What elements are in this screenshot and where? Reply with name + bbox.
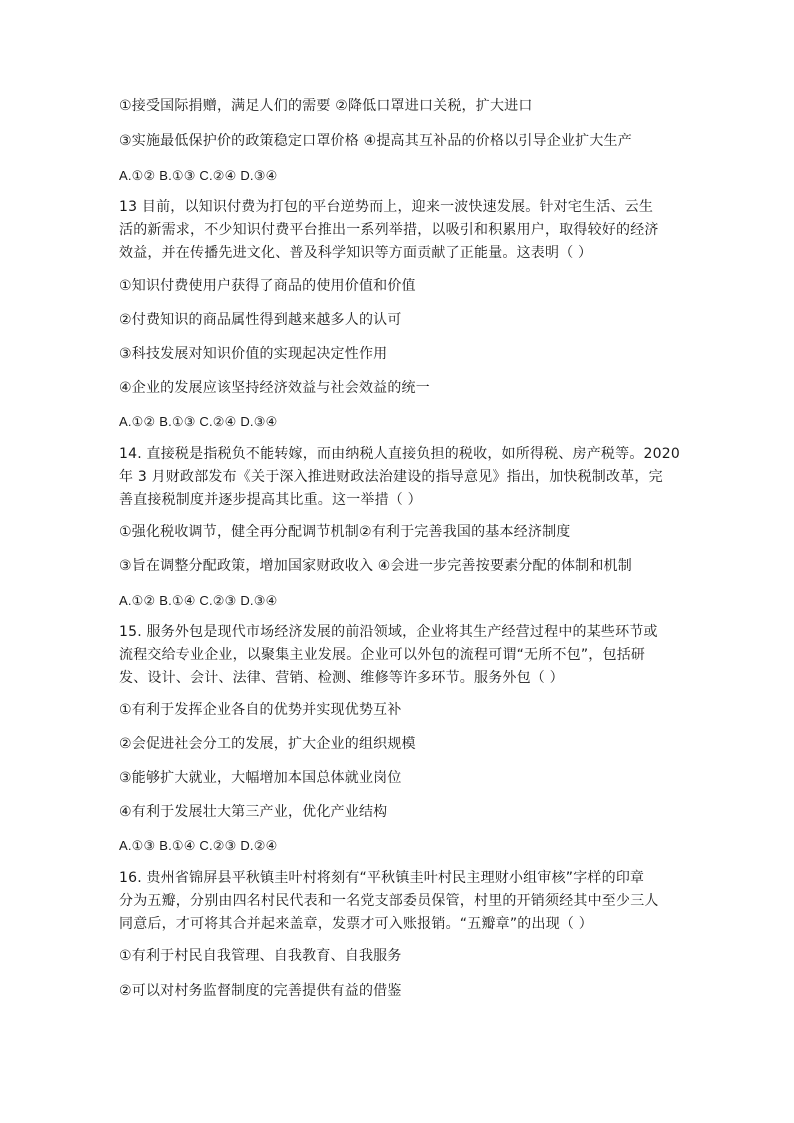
q12-option-line-1: ①接受国际捐赠，满足人们的需要 ②降低口罩进口关税，扩大进口	[119, 98, 533, 114]
q13-stem-line: 活的新需求，不少知识付费平台推出一系列举措，以吸引和积累用户，取得较好的经济	[119, 222, 659, 238]
q15-stem-line: 流程交给专业企业，以聚集主业发展。企业可以外包的流程可谓“无所不包”，包括研	[119, 647, 646, 663]
q14-stem	[119, 443, 680, 512]
q15-stem-line: 发、设计、会计、法律、营销、检测、维修等许多环节。服务外包（ ）	[119, 670, 564, 686]
q13-stem	[119, 196, 659, 265]
q13-option-2: ②付费知识的商品属性得到越来越多人的认可	[119, 312, 402, 328]
q15-option-3: ③能够扩大就业，大幅增加本国总体就业岗位	[119, 770, 402, 786]
q13-option-3: ③科技发展对知识价值的实现起决定性作用	[119, 346, 388, 362]
q13-stem-line: 效益，并在传播先进文化、普及科学知识等方面贡献了正能量。这表明（ ）	[119, 245, 593, 261]
q14-option-line-1: ①强化税收调节，健全再分配调节机制②有利于完善我国的基本经济制度	[119, 524, 571, 540]
q15-stem-line: 15. 服务外包是现代市场经济发展的前沿领域，企业将其生产经营过程中的某些环节或	[119, 624, 658, 640]
q15-option-4: ④有利于发展壮大第三产业，优化产业结构	[119, 804, 388, 820]
q16-stem	[119, 867, 659, 936]
q15-stem	[119, 621, 659, 690]
q13-stem-line: 13 目前，以知识付费为打包的平台逆势而上，迎来一波快速发展。针对宅生活、云生	[119, 199, 654, 215]
q15-option-2: ②会促进社会分工的发展，扩大企业的组织规模	[119, 736, 416, 752]
q14-stem-line: 年 3 月财政部发布《关于深入推进财政法治建设的指导意见》指出，加快税制改革，完	[119, 469, 663, 485]
q16-stem-line: 16. 贵州省锦屏县平秋镇圭叶村将刻有“平秋镇圭叶村民主理财小组审核”字样的印章	[119, 870, 645, 886]
q16-option-1: ①有利于村民自我管理、自我教育、自我服务	[119, 948, 402, 964]
q14-stem-line: 善直接税制度并逐步提高其比重。这一举措（ ）	[119, 492, 422, 508]
q16-option-2: ②可以对村务监督制度的完善提供有益的借鉴	[119, 983, 402, 999]
q12-option-line-2: ③实施最低保护价的政策稳定口罩价格 ④提高其互补品的价格以引导企业扩大生产	[119, 133, 632, 149]
q14-answer-choices: A.①② B.①④ C.②③ D.③④	[119, 593, 278, 608]
q15-option-1: ①有利于发挥企业各自的优势并实现优势互补	[119, 702, 402, 718]
q16-stem-line: 同意后，才可将其合并起来盖章，发票才可入账报销。“五瓣章”的出现（ ）	[119, 916, 593, 932]
q13-option-4: ④企业的发展应该坚持经济效益与社会效益的统一	[119, 380, 430, 396]
q13-option-1: ①知识付费使用户获得了商品的使用价值和价值	[119, 278, 416, 294]
q16-stem-line: 分为五瓣，分别由四名村民代表和一名党支部委员保管，村里的开销须经其中至少三人	[119, 893, 659, 909]
q14-stem-line: 14. 直接税是指税负不能转嫁，而由纳税人直接负担的税收，如所得税、房产税等。2020	[119, 446, 680, 462]
q14-option-line-2: ③旨在调整分配政策，增加国家财政收入 ④会进一步完善按要素分配的体制和机制	[119, 558, 632, 574]
q15-answer-choices: A.①③ B.①④ C.②③ D.②④	[119, 838, 278, 853]
q12-answer-choices: A.①② B.①③ C.②④ D.③④	[119, 168, 278, 183]
q13-answer-choices: A.①② B.①③ C.②④ D.③④	[119, 414, 278, 429]
